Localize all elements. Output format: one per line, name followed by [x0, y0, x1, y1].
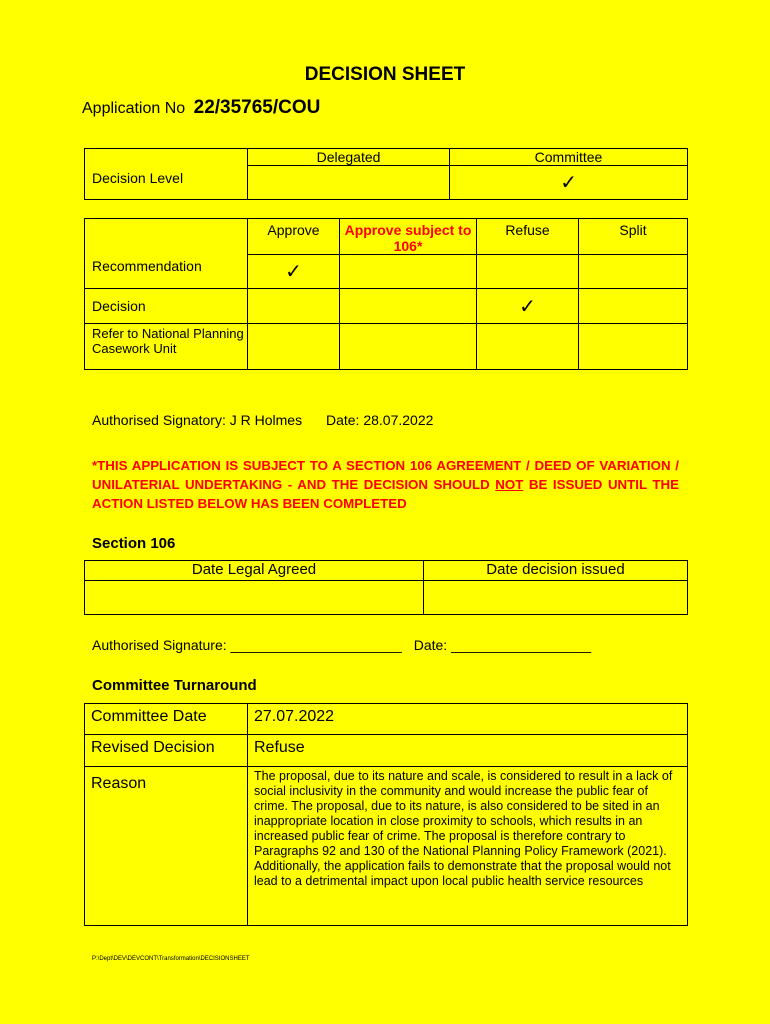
application-number [82, 97, 320, 119]
warning-not: NOT [495, 477, 524, 492]
header-committee: Committee [450, 149, 688, 166]
col-date-legal-agreed: Date Legal Agreed [85, 561, 424, 581]
col-approve-subject-106: Approve subject to 106* [340, 219, 477, 255]
decision-level-label: Decision Level [92, 170, 184, 186]
committee-date-label: Committee Date [85, 704, 248, 735]
reason-value: The proposal, due to its nature and scale, is considered to result in a lack of social inclusivity in the community and would increase the public fear of crime. The proposal, due to its nature, is also considered to be sited in an inappropriate location in close proximity to schools, which results in an increased public fear of crime. The proposal is therefore contrary to Paragraphs 92 and 130 of the National Planning Policy Framework (2021). Additionally, the application fails to demonstrate that the proposal would not lead to a detrimental impact upon local public health service resources [248, 767, 688, 926]
reason-label: Reason [85, 767, 248, 926]
signature-date: Date: __________________ [413, 637, 592, 653]
warning-text-1: *THIS APPLICATION IS SUBJECT TO A SECTION 106 AGREEMENT / DEED OF VARIATION / UNILATERIAL UNDERTAKING - AND THE DECISION SHOULD [92, 458, 679, 492]
footer-file-path: P:\Dept\DEV\DEVCONT\Transformation\DECISIONSHEET [92, 956, 250, 962]
decision-refuse-tick: ✓ [519, 295, 536, 318]
revised-decision-value: Refuse [248, 735, 688, 767]
section-106-table [84, 560, 688, 615]
signatory-date: Date: 28.07.2022 [325, 412, 434, 428]
col-date-decision-issued: Date decision issued [424, 561, 688, 581]
signature-label: Authorised Signature: ______________________ [92, 637, 402, 653]
committee-date-value: 27.07.2022 [248, 704, 688, 735]
signatory-line [92, 412, 433, 428]
recommendation-approve-tick: ✓ [285, 261, 302, 283]
revised-decision-label: Revised Decision [85, 735, 248, 767]
application-value: 22/35765/COU [193, 97, 321, 118]
signature-line [92, 637, 591, 653]
committee-tick: ✓ [560, 172, 577, 194]
date-legal-agreed-cell [85, 581, 424, 615]
application-label: Application No [82, 100, 186, 117]
section-106-heading: Section 106 [92, 535, 176, 552]
committee-turnaround-heading: Committee Turnaround [92, 677, 257, 694]
row-label-recommendation: Recommendation [92, 258, 202, 274]
row-label-refer: Refer to National Planning Casework Unit [92, 326, 244, 356]
section-106-warning [92, 456, 679, 513]
col-refuse: Refuse [477, 219, 579, 255]
header-delegated: Delegated [248, 149, 450, 166]
committee-turnaround-table [84, 703, 688, 926]
col-split: Split [579, 219, 688, 255]
recommendation-table [84, 218, 688, 370]
signatory-name: Authorised Signatory: J R Holmes [92, 412, 303, 428]
page-title: DECISION SHEET [304, 64, 466, 85]
date-decision-issued-cell [424, 581, 688, 615]
warning-text-2: BE ISSUED UNTIL THE ACTION LISTED BELOW HAS BEEN COMPLETED [92, 477, 679, 511]
decision-level-table [84, 148, 688, 200]
row-label-decision: Decision [92, 298, 146, 314]
delegated-cell [248, 166, 450, 200]
col-approve: Approve [248, 219, 340, 255]
